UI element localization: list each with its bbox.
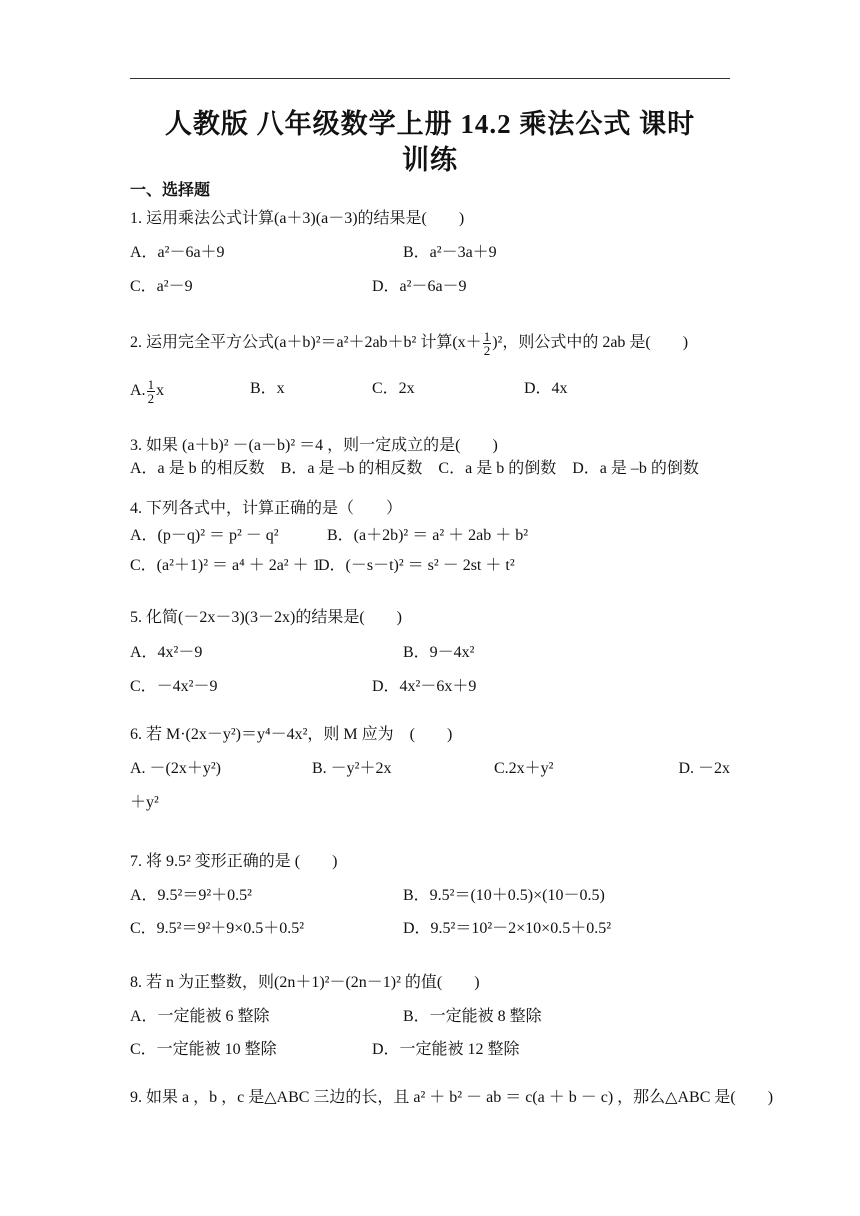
question-5-option-c: C．－4x²－9 bbox=[130, 678, 218, 695]
question-4-option-b: B．(a＋2b)² ＝ a² ＋ 2ab ＋ b² bbox=[327, 527, 529, 544]
fraction-denominator: 2 bbox=[147, 391, 155, 406]
question-1-option-c: C．a²－9 bbox=[130, 278, 193, 295]
title-line-2: 训练 bbox=[402, 145, 458, 175]
fraction-numerator: 1 bbox=[147, 377, 155, 392]
fraction-one-half-option bbox=[147, 378, 156, 405]
question-1-option-d: D．a²－6a－9 bbox=[372, 278, 467, 295]
question-5-option-b: B．9－4x² bbox=[403, 644, 475, 661]
question-2-option-b: B．x bbox=[250, 380, 285, 397]
section-heading: 一、选择题 bbox=[130, 182, 211, 199]
question-1-option-a: A．a²－6a＋9 bbox=[130, 244, 225, 261]
fraction-denominator: 2 bbox=[483, 343, 491, 358]
title-line-1: 人教版 八年级数学上册 14.2 乘法公式 课时 bbox=[164, 109, 696, 139]
question-6-option-a: A. －(2x＋y²) bbox=[130, 760, 222, 777]
question-5-option-d: D．4x²－6x＋9 bbox=[372, 678, 477, 695]
question-8-option-b: B．一定能被 8 整除 bbox=[403, 1008, 542, 1025]
question-5-option-a: A．4x²－9 bbox=[130, 644, 203, 661]
question-4-stem: 4. 下列各式中，计算正确的是（ ） bbox=[130, 500, 403, 517]
question-3-options: A．a 是 b 的相反数 B．a 是 –b 的相反数 C．a 是 b 的倒数 D．a 是 –b 的倒数 bbox=[130, 460, 699, 477]
question-8-option-a: A．一定能被 6 整除 bbox=[130, 1008, 270, 1025]
question-6-option-d: D. －2x bbox=[678, 760, 730, 777]
question-4-option-a: A．(p－q)² ＝ p² － q² bbox=[130, 527, 279, 544]
question-2-option-a-label: A. bbox=[130, 382, 146, 400]
question-5-stem: 5. 化简(－2x－3)(3－2x)的结果是( ) bbox=[130, 609, 402, 626]
question-7-option-a: A．9.5²＝9²＋0.5² bbox=[130, 887, 252, 904]
header-rule bbox=[130, 78, 730, 79]
question-6-stem: 6. 若 M·(2x－y²)＝y⁴－4x²，则 M 应为 ( ) bbox=[130, 726, 453, 743]
question-2-option-d: D．4x bbox=[524, 380, 568, 397]
question-1-option-b: B．a²－3a＋9 bbox=[403, 244, 497, 261]
question-3-stem: 3. 如果 (a＋b)² －(a－b)² ＝4 ，则一定成立的是( ) bbox=[130, 437, 498, 454]
question-2-option-a bbox=[130, 378, 164, 405]
question-8-option-d: D．一定能被 12 整除 bbox=[372, 1041, 520, 1058]
question-2-option-c: C．2x bbox=[372, 380, 415, 397]
question-4-option-c: C．(a²＋1)² ＝ a⁴ ＋ 2a² ＋ 1 bbox=[130, 557, 321, 574]
question-2-stem bbox=[130, 330, 688, 357]
question-6-option-d-continued: ＋y² bbox=[130, 794, 159, 811]
question-8-stem: 8. 若 n 为正整数，则(2n＋1)²－(2n－1)² 的值( ) bbox=[130, 974, 480, 991]
question-2-stem-post: )²，则公式中的 2ab 是( ) bbox=[492, 334, 689, 352]
question-2-option-a-var: x bbox=[156, 382, 165, 400]
question-7-option-c: C．9.5²＝9²＋9×0.5＋0.5² bbox=[130, 920, 305, 937]
question-9-stem: 9. 如果 a ，b ，c 是△ABC 三边的长，且 a² ＋ b² － ab ＝ c(a ＋ b － c) ，那么△ABC 是( ) bbox=[130, 1089, 774, 1106]
question-6-option-b: B. －y²＋2x bbox=[312, 760, 392, 777]
question-8-option-c: C．一定能被 10 整除 bbox=[130, 1041, 277, 1058]
fraction-numerator: 1 bbox=[483, 329, 491, 344]
question-7-stem: 7. 将 9.5² 变形正确的是 ( ) bbox=[130, 853, 338, 870]
question-7-option-d: D．9.5²＝10²－2×10×0.5＋0.5² bbox=[403, 920, 611, 937]
question-6-option-c: C.2x＋y² bbox=[494, 760, 554, 777]
question-7-option-b: B．9.5²＝(10＋0.5)×(10－0.5) bbox=[403, 887, 605, 904]
fraction-one-half bbox=[483, 330, 492, 357]
document-title bbox=[130, 106, 730, 178]
question-1-stem: 1. 运用乘法公式计算(a＋3)(a－3)的结果是( ) bbox=[130, 210, 465, 227]
question-4-option-d: D．(－s－t)² ＝ s² － 2st ＋ t² bbox=[318, 557, 515, 574]
question-2-stem-pre: 2. 运用完全平方公式(a＋b)²＝a²＋2ab＋b² 计算(x＋ bbox=[130, 334, 482, 352]
